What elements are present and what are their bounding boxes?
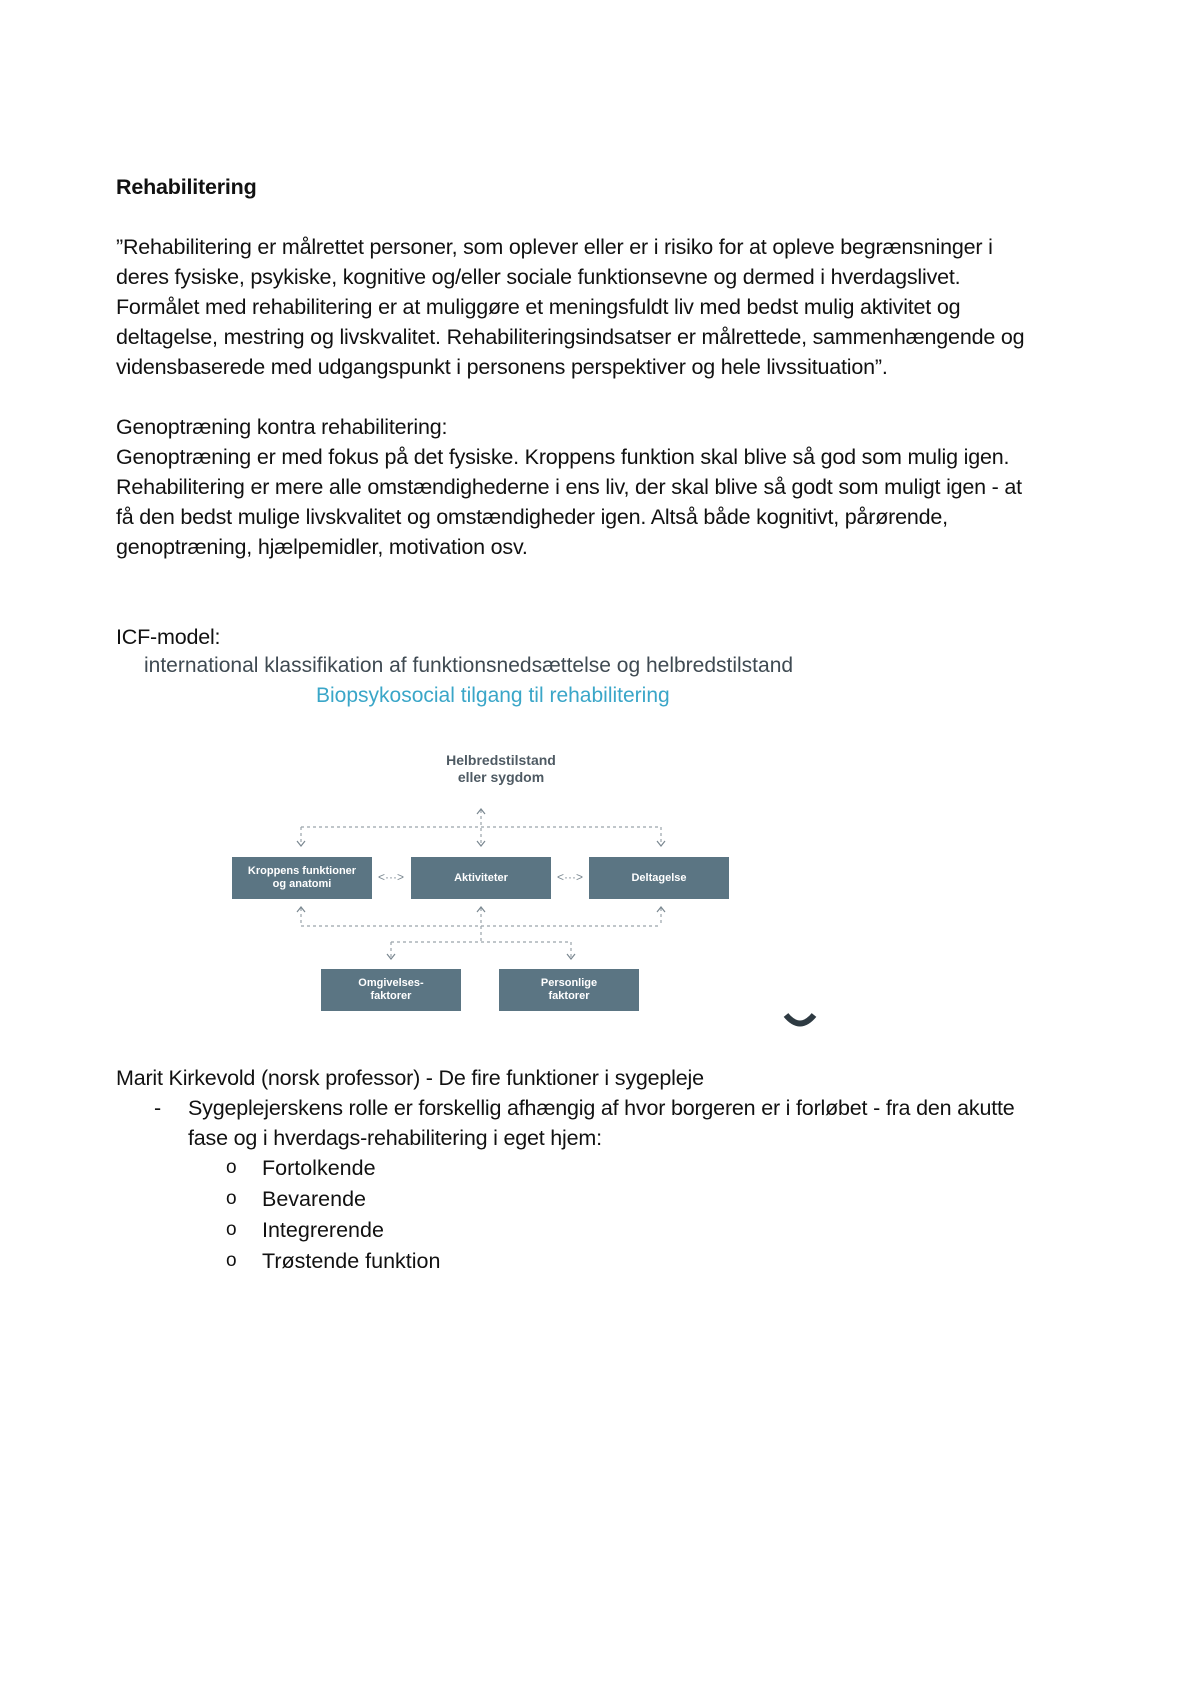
sub-list-marker: o (226, 1188, 237, 1209)
quote-line: vidensbaserede med udgangspunkt i personens perspektiver og hele livssituation”. (116, 355, 888, 379)
genop-line: Rehabilitering er mere alle omstændighederne i ens liv, der skal blive så godt som muligt igen - at (116, 475, 1022, 499)
quote-line: ”Rehabilitering er målrettet personer, som oplever eller er i risiko for at opleve begrænsninger i (116, 235, 993, 259)
quote-line: deltagelse, mestring og livskvalitet. Rehabiliteringsindsatser er målrettede, sammenhængende og (116, 325, 1025, 349)
page-heading: Rehabilitering (116, 175, 257, 199)
icf-label: ICF-model: (116, 625, 221, 649)
sub-list-item: Trøstende funktion (262, 1249, 441, 1273)
diagram-subtitle: Biopsykosocial tilgang til rehabilitering (316, 684, 670, 707)
box-activities: Aktiviteter (411, 857, 551, 899)
box-personal-factors: Personlige faktorer (499, 969, 639, 1011)
genop-line: få den bedst mulige livskvalitet og omstændigheder igen. Altså både kognitivt, pårørende, (116, 505, 948, 529)
list-item-line: fase og i hverdags-rehabilitering i eget hjem: (188, 1126, 602, 1150)
quote-line: Formålet med rehabilitering er at muliggøre et meningsfuldt liv med bedst mulig aktivitet og (116, 295, 961, 319)
section-heading-genoptraening: Genoptræning kontra rehabilitering: (116, 415, 448, 439)
box-participation: Deltagelse (589, 857, 729, 899)
quote-line: deres fysiske, psykiske, kognitive og/eller sociale funktionsevne og dermed i hverdagslivet. (116, 265, 961, 289)
sub-list-item: Integrerende (262, 1218, 384, 1242)
sub-list-item: Bevarende (262, 1187, 366, 1211)
sub-list-marker: o (226, 1219, 237, 1240)
list-dash-marker: - (154, 1096, 162, 1120)
list-item-line: Sygeplejerskens rolle er forskellig afhængig af hvor borgeren er i forløbet - fra den akutte (188, 1096, 1015, 1120)
sub-list-item: Fortolkende (262, 1156, 376, 1180)
double-arrow-icon: <···> (557, 870, 584, 884)
health-condition-label: Helbredstilstand eller sygdom (446, 752, 556, 785)
sub-list-marker: o (226, 1250, 237, 1271)
icf-model-diagram (116, 640, 896, 1032)
genop-line: genoptræning, hjælpemidler, motivation osv. (116, 535, 528, 559)
double-arrow-icon: <···> (378, 870, 405, 884)
genop-line: Genoptræning er med fokus på det fysiske. Kroppens funktion skal blive så god som mulig igen. (116, 445, 1010, 469)
diagram-title: international klassifikation af funktionsnedsættelse og helbredstilstand (144, 654, 794, 677)
box-body-functions: Kroppens funktioner og anatomi (232, 857, 372, 899)
section-heading-kirkevold: Marit Kirkevold (norsk professor) - De fire funktioner i sygepleje (116, 1066, 704, 1090)
sub-list-marker: o (226, 1157, 237, 1178)
box-environmental-factors: Omgivelses- faktorer (321, 969, 461, 1011)
